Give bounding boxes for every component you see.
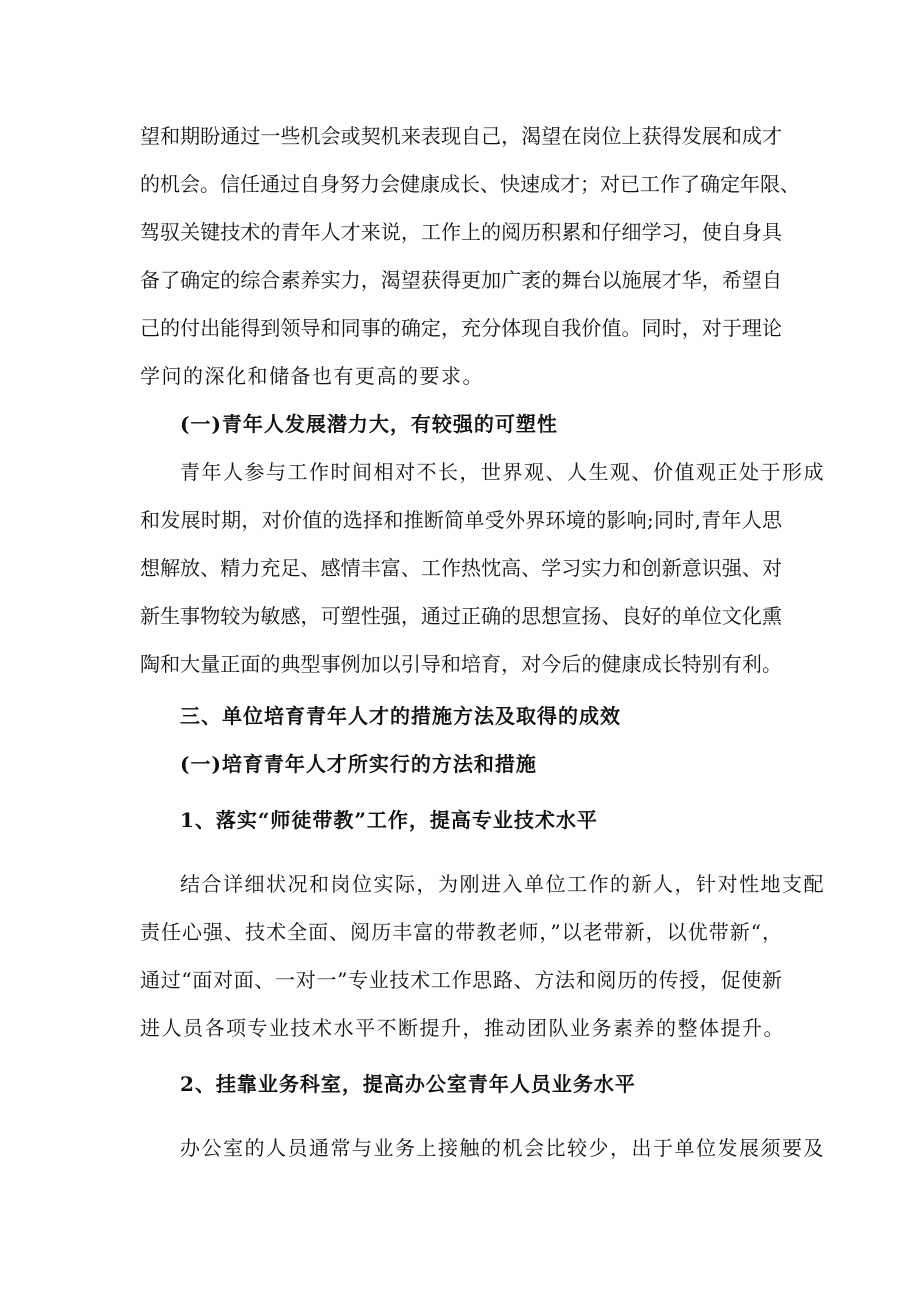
paragraph-line: 的机会。信任通过自身努力会健康成长、快速成才；对已工作了确定年限、 <box>140 172 800 196</box>
paragraph-line: 己的付出能得到领导和同事的确定，充分体现自我价值。同时，对于理论 <box>140 316 782 340</box>
paragraph-line: 进人员各项专业技术水平不断提升，推动团队业务素养的整体提升。 <box>140 1016 785 1040</box>
paragraph-line: 办公室的人员通常与业务上接触的机会比较少，出于单位发展须要及 <box>180 1136 825 1160</box>
paragraph-line: 新生事物较为敏感，可塑性强，通过正确的思想宣扬、良好的单位文化熏 <box>140 604 782 628</box>
paragraph-line: 通过“面对面、一对一”专业技术工作思路、方法和阅历的传授，促使新 <box>140 968 782 992</box>
paragraph-line: 想解放、精力充足、感情丰富、工作热忱高、学习实力和创新意识强、对 <box>140 556 782 580</box>
paragraph-line: 备了确定的综合素养实力，渴望获得更加广袤的舞台以施展才华，希望自 <box>140 268 782 292</box>
item-heading-1: 1、落实“师徒带教”工作，提高专业技术水平 <box>180 808 598 832</box>
paragraph-line: 陶和大量正面的典型事例加以引导和培育，对今后的健康成长特别有利。 <box>140 652 782 676</box>
paragraph-line: 青年人参与工作时间相对不长，世界观、人生观、价值观正处于形成 <box>180 460 825 484</box>
paragraph-line: 和发展时期，对价值的选择和推断简单受外界环境的影响;同时,青年人思 <box>140 508 782 532</box>
paragraph-line: 学问的深化和储备也有更高的要求。 <box>140 364 484 388</box>
subheading-potential: (一)青年人发展潜力大，有较强的可塑性 <box>180 412 558 436</box>
section-heading-3: 三、单位培育青年人才的措施方法及取得的成效 <box>180 704 621 728</box>
paragraph-line: 责任心强、技术全面、阅历丰富的带教老师，”以老带新，以优带新“， <box>140 920 782 944</box>
paragraph-line: 望和期盼通过一些机会或契机来表现自己，渴望在岗位上获得发展和成才 <box>140 124 782 148</box>
paragraph-line: 驾驭关键技术的青年人才来说，工作上的阅历积累和仔细学习，使自身具 <box>140 220 782 244</box>
subheading-methods: (一)培育青年人才所实行的方法和措施 <box>180 752 537 776</box>
item-heading-2: 2、挂靠业务科室，提高办公室青年人员业务水平 <box>180 1072 636 1096</box>
paragraph-line: 结合详细状况和岗位实际，为刚进入单位工作的新人，针对性地支配 <box>180 872 825 896</box>
